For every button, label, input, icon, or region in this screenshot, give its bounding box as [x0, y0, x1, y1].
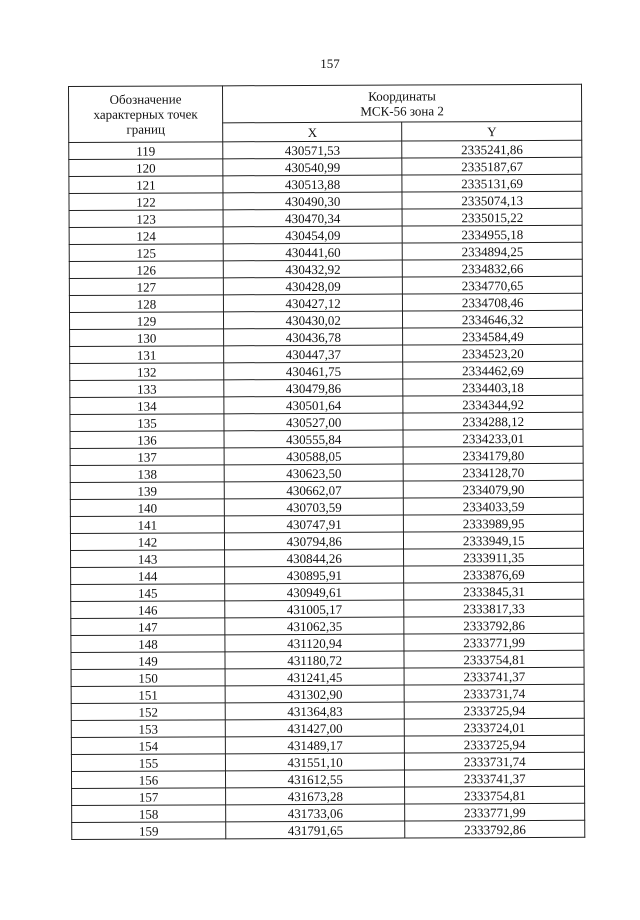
- y-coordinate-cell: 2334770,65: [403, 276, 583, 294]
- x-coordinate-cell: 431489,17: [225, 736, 405, 754]
- y-coordinate-cell: 2334894,25: [403, 242, 583, 260]
- point-id-cell: 149: [71, 652, 225, 670]
- point-id-cell: 131: [70, 346, 224, 364]
- x-coordinate-cell: 431427,00: [225, 719, 405, 737]
- header-point-label: [69, 86, 223, 143]
- y-coordinate-cell: 2335241,86: [402, 140, 582, 158]
- x-coordinate-cell: 430623,50: [224, 464, 404, 482]
- point-id-cell: 136: [70, 431, 224, 449]
- y-coordinate-cell: 2333731,74: [405, 752, 585, 770]
- y-coordinate-cell: 2334955,18: [403, 225, 583, 243]
- x-coordinate-cell: 431673,28: [226, 787, 406, 805]
- point-id-cell: 147: [71, 618, 225, 636]
- point-id-cell: 121: [69, 176, 223, 194]
- x-coordinate-cell: 431005,17: [225, 600, 405, 618]
- table-header-row: [69, 84, 582, 123]
- y-coordinate-cell: 2335131,69: [402, 174, 582, 192]
- x-coordinate-cell: 431612,55: [225, 770, 405, 788]
- point-id-cell: 158: [72, 805, 226, 823]
- x-coordinate-cell: 430794,86: [224, 532, 404, 550]
- header-x: X: [223, 122, 403, 142]
- header-y: Y: [402, 121, 582, 141]
- x-coordinate-cell: 430430,02: [223, 311, 403, 329]
- x-coordinate-cell: 430949,61: [225, 583, 405, 601]
- x-coordinate-cell: 430571,53: [223, 141, 403, 159]
- point-id-cell: 153: [71, 720, 225, 738]
- point-id-cell: 133: [70, 380, 224, 398]
- y-coordinate-cell: 2333792,86: [404, 616, 584, 634]
- y-coordinate-cell: 2333725,94: [405, 701, 585, 719]
- point-id-cell: 148: [71, 635, 225, 653]
- y-coordinate-cell: 2334403,18: [403, 378, 583, 396]
- y-coordinate-cell: 2334523,20: [403, 344, 583, 362]
- x-coordinate-cell: 431791,65: [226, 821, 406, 839]
- point-id-cell: 151: [71, 686, 225, 704]
- point-id-cell: 145: [71, 584, 225, 602]
- x-coordinate-cell: 430427,12: [223, 294, 403, 312]
- y-coordinate-cell: 2333771,99: [404, 633, 584, 651]
- point-id-cell: 129: [69, 312, 223, 330]
- y-coordinate-cell: 2333731,74: [405, 684, 585, 702]
- header-label-line3: границ: [126, 121, 165, 137]
- header-coords-line1: Координаты: [368, 88, 436, 104]
- point-id-cell: 128: [69, 295, 223, 313]
- y-coordinate-cell: 2334646,32: [403, 310, 583, 328]
- x-coordinate-cell: 430432,92: [223, 260, 403, 278]
- x-coordinate-cell: 431302,90: [225, 685, 405, 703]
- x-coordinate-cell: 430479,86: [224, 379, 404, 397]
- point-id-cell: 120: [69, 159, 223, 177]
- x-coordinate-cell: 431364,83: [225, 702, 405, 720]
- y-coordinate-cell: 2334462,69: [403, 361, 583, 379]
- y-coordinate-cell: 2334033,59: [404, 497, 584, 515]
- x-coordinate-cell: 430454,09: [223, 226, 403, 244]
- x-coordinate-cell: 430501,64: [224, 396, 404, 414]
- point-id-cell: 156: [71, 771, 225, 789]
- point-id-cell: 140: [70, 499, 224, 517]
- x-coordinate-cell: 430447,37: [224, 345, 404, 363]
- y-coordinate-cell: 2333949,15: [404, 531, 584, 549]
- x-coordinate-cell: 430540,99: [223, 158, 403, 176]
- point-id-cell: 155: [71, 754, 225, 772]
- x-coordinate-cell: 431733,06: [226, 804, 406, 822]
- point-id-cell: 154: [71, 737, 225, 755]
- y-coordinate-cell: 2334584,49: [403, 327, 583, 345]
- point-id-cell: 127: [69, 278, 223, 296]
- point-id-cell: 159: [72, 822, 226, 840]
- header-coordinates: [222, 84, 581, 123]
- x-coordinate-cell: 431551,10: [225, 753, 405, 771]
- x-coordinate-cell: 430513,88: [223, 175, 403, 193]
- y-coordinate-cell: 2335015,22: [402, 208, 582, 226]
- point-id-cell: 150: [71, 669, 225, 687]
- point-id-cell: 126: [69, 261, 223, 279]
- point-id-cell: 137: [70, 448, 224, 466]
- y-coordinate-cell: 2333725,94: [405, 735, 585, 753]
- point-id-cell: 132: [70, 363, 224, 381]
- y-coordinate-cell: 2334128,70: [404, 463, 584, 481]
- point-id-cell: 122: [69, 193, 223, 211]
- point-id-cell: 123: [69, 210, 223, 228]
- x-coordinate-cell: 430470,34: [223, 209, 403, 227]
- point-id-cell: 119: [69, 142, 223, 160]
- x-coordinate-cell: 430555,84: [224, 430, 404, 448]
- y-coordinate-cell: 2333754,81: [404, 650, 584, 668]
- y-coordinate-cell: 2333876,69: [404, 565, 584, 583]
- y-coordinate-cell: 2334233,01: [403, 429, 583, 447]
- header-label-line2: характерных точек: [93, 106, 198, 122]
- point-id-cell: 139: [70, 482, 224, 500]
- y-coordinate-cell: 2335187,67: [402, 157, 582, 175]
- y-coordinate-cell: 2334708,46: [403, 293, 583, 311]
- point-id-cell: 146: [71, 601, 225, 619]
- point-id-cell: 138: [70, 465, 224, 483]
- y-coordinate-cell: 2334344,92: [403, 395, 583, 413]
- y-coordinate-cell: 2334079,90: [404, 480, 584, 498]
- page-number: 157: [320, 56, 340, 71]
- y-coordinate-cell: 2333741,37: [404, 667, 584, 685]
- x-coordinate-cell: 430490,30: [223, 192, 403, 210]
- point-id-cell: 157: [72, 788, 226, 806]
- point-id-cell: 124: [69, 227, 223, 245]
- y-coordinate-cell: 2333754,81: [405, 786, 585, 804]
- x-coordinate-cell: 430527,00: [224, 413, 404, 431]
- y-coordinate-cell: 2334832,66: [403, 259, 583, 277]
- y-coordinate-cell: 2333792,86: [405, 820, 585, 838]
- x-coordinate-cell: 430747,91: [224, 515, 404, 533]
- point-id-cell: 125: [69, 244, 223, 262]
- x-coordinate-cell: 430662,07: [224, 481, 404, 499]
- y-coordinate-cell: 2335074,13: [402, 191, 582, 209]
- x-coordinate-cell: 431120,94: [225, 634, 405, 652]
- x-coordinate-cell: 431180,72: [225, 651, 405, 669]
- x-coordinate-cell: 430428,09: [223, 277, 403, 295]
- header-label-line1: Обозначение: [109, 91, 182, 107]
- x-coordinate-cell: 430441,60: [223, 243, 403, 261]
- header-coords-line2: МСК-56 зона 2: [360, 103, 444, 119]
- point-id-cell: 130: [70, 329, 224, 347]
- table-row: [72, 820, 585, 839]
- x-coordinate-cell: 430844,26: [225, 549, 405, 567]
- point-id-cell: 152: [71, 703, 225, 721]
- y-coordinate-cell: 2333911,35: [404, 548, 584, 566]
- point-id-cell: 143: [71, 550, 225, 568]
- point-id-cell: 142: [70, 533, 224, 551]
- y-coordinate-cell: 2334288,12: [403, 412, 583, 430]
- table-body: [69, 140, 585, 839]
- x-coordinate-cell: 431241,45: [225, 668, 405, 686]
- y-coordinate-cell: 2333817,33: [404, 599, 584, 617]
- x-coordinate-cell: 430895,91: [225, 566, 405, 584]
- y-coordinate-cell: 2333724,01: [405, 718, 585, 736]
- x-coordinate-cell: 430588,05: [224, 447, 404, 465]
- point-id-cell: 134: [70, 397, 224, 415]
- y-coordinate-cell: 2333741,37: [405, 769, 585, 787]
- coordinates-table: [68, 84, 585, 840]
- x-coordinate-cell: 431062,35: [225, 617, 405, 635]
- y-coordinate-cell: 2333989,95: [404, 514, 584, 532]
- y-coordinate-cell: 2334179,80: [404, 446, 584, 464]
- y-coordinate-cell: 2333771,99: [405, 803, 585, 821]
- point-id-cell: 141: [70, 516, 224, 534]
- point-id-cell: 135: [70, 414, 224, 432]
- y-coordinate-cell: 2333845,31: [404, 582, 584, 600]
- x-coordinate-cell: 430436,78: [224, 328, 404, 346]
- point-id-cell: 144: [71, 567, 225, 585]
- x-coordinate-cell: 430703,59: [224, 498, 404, 516]
- x-coordinate-cell: 430461,75: [224, 362, 404, 380]
